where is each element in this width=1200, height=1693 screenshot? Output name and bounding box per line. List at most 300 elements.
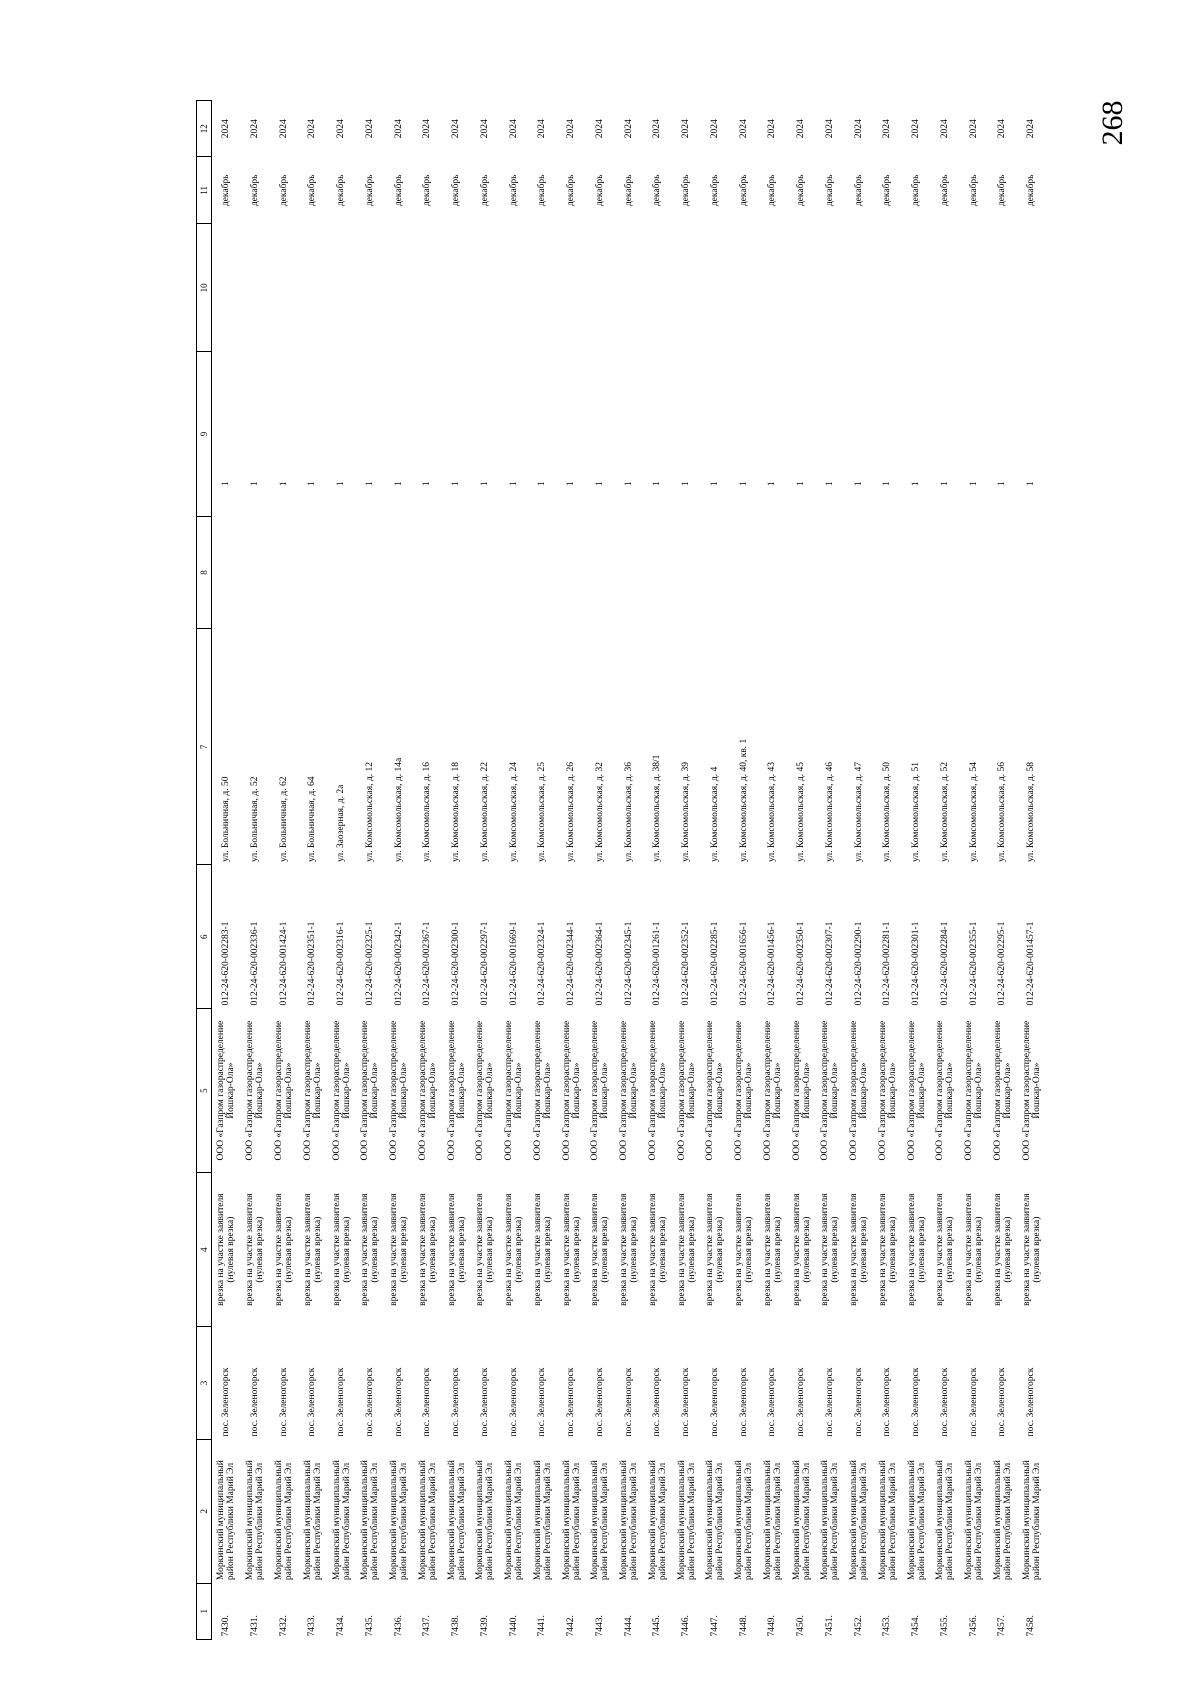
settlement-cell: пос. Зеленогорск <box>220 1367 231 1437</box>
registration-code-cell: 012-24-620-002355-1 <box>968 921 979 1006</box>
row-number-cell: 7438. <box>451 1615 462 1637</box>
address-cell: ул. Комсомольская, д. 47 <box>853 762 864 862</box>
month-cell: декабрь <box>824 174 835 207</box>
address-cell: ул. Комсомольская, д. 54 <box>968 762 979 862</box>
column-8-cell <box>816 516 845 629</box>
address-cell: ул. Комсомольская, д. 46 <box>824 762 835 862</box>
work-type-cell: врезка на участке заявителя (нулевая врезка) <box>762 1193 783 1306</box>
year-cell: 2024 <box>537 119 548 139</box>
settlement-cell: пос. Зеленогорск <box>278 1367 289 1437</box>
column-8-cell <box>270 516 299 629</box>
organization-cell: ООО «Газпром газораспределение Йошкар-Ола» <box>504 1020 525 1161</box>
year-cell: 2024 <box>422 119 433 139</box>
quantity-cell: 1 <box>911 481 922 487</box>
column-header: 4 <box>197 1173 212 1327</box>
year-cell: 2024 <box>479 119 490 139</box>
organization-cell: ООО «Газпром газораспределение Йошкар-Ола» <box>762 1020 783 1161</box>
year-cell: 2024 <box>623 119 634 139</box>
organization-cell: ООО «Газпром газораспределение Йошкар-Ола» <box>475 1020 496 1161</box>
quantity-cell: 1 <box>249 481 260 487</box>
settlement-cell: пос. Зеленогорск <box>364 1367 375 1437</box>
address-cell: ул. Комсомольская, д. 18 <box>451 762 462 862</box>
organization-cell: ООО «Газпром газораспределение Йошкар-Ола» <box>532 1020 553 1161</box>
table-row <box>816 101 845 1640</box>
work-type-cell: врезка на участке заявителя (нулевая врезка) <box>389 1193 410 1306</box>
work-type-cell: врезка на участке заявителя (нулевая врезка) <box>676 1193 697 1306</box>
year-cell: 2024 <box>939 119 950 139</box>
column-8-cell <box>672 516 701 629</box>
district-cell: Моркинский муниципальный район Республики Марий Эл <box>561 1460 582 1581</box>
quantity-cell: 1 <box>796 481 807 487</box>
address-cell: ул. Комсомольская, д. 51 <box>911 762 922 862</box>
quantity-cell: 1 <box>479 481 490 487</box>
row-number-cell: 7431. <box>249 1615 260 1637</box>
registration-code-cell: 012-24-620-001456-1 <box>767 921 778 1006</box>
column-8-cell <box>385 516 414 629</box>
settlement-cell: пос. Зеленогорск <box>249 1367 260 1437</box>
district-cell: Моркинский муниципальный район Республики Марий Эл <box>532 1460 553 1581</box>
registration-code-cell: 012-24-620-002344-1 <box>566 921 577 1006</box>
column-8-cell <box>758 516 787 629</box>
table-row <box>298 101 327 1640</box>
settlement-cell: пос. Зеленогорск <box>853 1367 864 1437</box>
month-cell: декабрь <box>278 174 289 207</box>
organization-cell: ООО «Газпром газораспределение Йошкар-Ола» <box>360 1020 381 1161</box>
quantity-cell: 1 <box>824 481 835 487</box>
quantity-cell: 1 <box>681 481 692 487</box>
month-cell: декабрь <box>336 174 347 207</box>
row-number-cell: 7458. <box>1026 1615 1037 1637</box>
column-10-cell <box>270 224 299 352</box>
organization-cell: ООО «Газпром газораспределение Йошкар-Ола» <box>906 1020 927 1161</box>
address-cell: ул. Комсомольская, д. 58 <box>1026 762 1037 862</box>
quantity-cell: 1 <box>508 481 519 487</box>
table-row <box>988 101 1017 1640</box>
organization-cell: ООО «Газпром газораспределение Йошкар-Ола» <box>935 1020 956 1161</box>
district-cell: Моркинский муниципальный район Республики Марий Эл <box>389 1460 410 1581</box>
address-cell: ул. Комсомольская, д. 24 <box>508 762 519 862</box>
registration-code-cell: 012-24-620-001457-1 <box>1026 921 1037 1006</box>
organization-cell: ООО «Газпром газораспределение Йошкар-Ола» <box>791 1020 812 1161</box>
organization-cell: ООО «Газпром газораспределение Йошкар-Ола» <box>820 1020 841 1161</box>
organization-cell: ООО «Газпром газораспределение Йошкар-Ола» <box>389 1020 410 1161</box>
column-10-cell <box>615 224 644 352</box>
column-10-cell <box>960 224 989 352</box>
row-number-cell: 7437. <box>422 1615 433 1637</box>
registration-code-cell: 012-24-620-002281-1 <box>882 921 893 1006</box>
column-header: 12 <box>197 101 212 158</box>
district-cell: Моркинский муниципальный район Республики Марий Эл <box>274 1460 295 1581</box>
month-cell: декабрь <box>796 174 807 207</box>
table-row <box>413 101 442 1640</box>
page-number <box>1088 88 1138 158</box>
registration-code-cell: 012-24-620-002290-1 <box>853 921 864 1006</box>
year-cell: 2024 <box>307 119 318 139</box>
row-number-cell: 7436. <box>393 1615 404 1637</box>
work-type-cell: врезка на участке заявителя (нулевая врезка) <box>475 1193 496 1306</box>
column-header: 3 <box>197 1327 212 1440</box>
quantity-cell: 1 <box>882 481 893 487</box>
quantity-cell: 1 <box>738 481 749 487</box>
district-cell: Моркинский муниципальный район Республики Марий Эл <box>302 1460 323 1581</box>
organization-cell: ООО «Газпром газораспределение Йошкар-Ола» <box>446 1020 467 1161</box>
work-type-cell: врезка на участке заявителя (нулевая врезка) <box>532 1193 553 1306</box>
table-row <box>385 101 414 1640</box>
quantity-cell: 1 <box>537 481 548 487</box>
column-10-cell <box>212 224 241 352</box>
year-cell: 2024 <box>796 119 807 139</box>
column-10-cell <box>241 224 270 352</box>
column-8-cell <box>442 516 471 629</box>
column-10-cell <box>845 224 874 352</box>
row-number-cell: 7450. <box>796 1615 807 1637</box>
work-type-cell: врезка на участке заявителя (нулевая врезка) <box>935 1193 956 1306</box>
organization-cell: ООО «Газпром газораспределение Йошкар-Ола» <box>245 1020 266 1161</box>
table-row <box>356 101 385 1640</box>
work-type-cell: врезка на участке заявителя (нулевая врезка) <box>906 1193 927 1306</box>
column-8-cell <box>557 516 586 629</box>
quantity-cell: 1 <box>336 481 347 487</box>
column-header: 8 <box>197 516 212 629</box>
registration-code-cell: 012-24-620-001656-1 <box>738 921 749 1006</box>
row-number-cell: 7435. <box>364 1615 375 1637</box>
organization-cell: ООО «Газпром газораспределение Йошкар-Ола» <box>619 1020 640 1161</box>
month-cell: декабрь <box>220 174 231 207</box>
settlement-cell: пос. Зеленогорск <box>422 1367 433 1437</box>
column-10-cell <box>442 224 471 352</box>
settlement-cell: пос. Зеленогорск <box>336 1367 347 1437</box>
year-cell: 2024 <box>278 119 289 139</box>
settlement-cell: пос. Зеленогорск <box>623 1367 634 1437</box>
column-10-cell <box>988 224 1017 352</box>
year-cell: 2024 <box>853 119 864 139</box>
settlement-cell: пос. Зеленогорск <box>968 1367 979 1437</box>
work-type-cell: врезка на участке заявителя (нулевая врезка) <box>216 1193 237 1306</box>
column-10-cell <box>327 224 356 352</box>
work-type-cell: врезка на участке заявителя (нулевая врезка) <box>331 1193 352 1306</box>
address-cell: ул. Комсомольская, д. 16 <box>422 762 433 862</box>
district-cell: Моркинский муниципальный район Республики Марий Эл <box>1021 1460 1042 1581</box>
organization-cell: ООО «Газпром газораспределение Йошкар-Ола» <box>705 1020 726 1161</box>
quantity-cell: 1 <box>364 481 375 487</box>
month-cell: декабрь <box>249 174 260 207</box>
row-number-cell: 7452. <box>853 1615 864 1637</box>
column-header: 1 <box>197 1583 212 1639</box>
organization-cell: ООО «Газпром газораспределение Йошкар-Ола» <box>274 1020 295 1161</box>
organization-cell: ООО «Газпром газораспределение Йошкар-Ола» <box>590 1020 611 1161</box>
column-8-cell <box>643 516 672 629</box>
registration-code-cell: 012-24-620-002325-1 <box>364 921 375 1006</box>
quantity-cell: 1 <box>393 481 404 487</box>
settlement-cell: пос. Зеленогорск <box>882 1367 893 1437</box>
registration-code-cell: 012-24-620-002316-1 <box>336 921 347 1006</box>
district-cell: Моркинский муниципальный район Республики Марий Эл <box>619 1460 640 1581</box>
district-cell: Моркинский муниципальный район Республики Марий Эл <box>849 1460 870 1581</box>
registration-code-cell: 012-24-620-001424-1 <box>278 921 289 1006</box>
quantity-cell: 1 <box>968 481 979 487</box>
quantity-cell: 1 <box>939 481 950 487</box>
organization-cell: ООО «Газпром газораспределение Йошкар-Ола» <box>331 1020 352 1161</box>
row-number-cell: 7446. <box>681 1615 692 1637</box>
district-cell: Моркинский муниципальный район Республики Марий Эл <box>734 1460 755 1581</box>
registration-code-cell: 012-24-620-002367-1 <box>422 921 433 1006</box>
column-10-cell <box>586 224 615 352</box>
year-cell: 2024 <box>566 119 577 139</box>
column-8-cell <box>413 516 442 629</box>
registration-code-cell: 012-24-620-002324-1 <box>537 921 548 1006</box>
month-cell: декабрь <box>1026 174 1037 207</box>
registration-code-cell: 012-24-620-002301-1 <box>911 921 922 1006</box>
column-10-cell <box>643 224 672 352</box>
district-cell: Моркинский муниципальный район Республики Марий Эл <box>504 1460 525 1581</box>
settlement-cell: пос. Зеленогорск <box>796 1367 807 1437</box>
column-8-cell <box>615 516 644 629</box>
address-cell: ул. Комсомольская, д. 43 <box>767 762 778 862</box>
registration-code-cell: 012-24-620-002283-1 <box>220 921 231 1006</box>
year-cell: 2024 <box>249 119 260 139</box>
district-cell: Моркинский муниципальный район Республики Марий Эл <box>877 1460 898 1581</box>
month-cell: декабрь <box>911 174 922 207</box>
district-cell: Моркинский муниципальный район Республики Марий Эл <box>964 1460 985 1581</box>
month-cell: декабрь <box>652 174 663 207</box>
column-10-cell <box>356 224 385 352</box>
settlement-cell: пос. Зеленогорск <box>681 1367 692 1437</box>
work-type-cell: врезка на участке заявителя (нулевая врезка) <box>1021 1193 1042 1306</box>
column-10-cell <box>413 224 442 352</box>
month-cell: декабрь <box>537 174 548 207</box>
address-cell: ул. Комсомольская, д. 26 <box>566 762 577 862</box>
table-row <box>873 101 902 1640</box>
row-number-cell: 7434. <box>336 1615 347 1637</box>
table-row <box>241 101 270 1640</box>
column-8-cell <box>701 516 730 629</box>
month-cell: декабрь <box>393 174 404 207</box>
column-8-cell <box>988 516 1017 629</box>
page-number-text: 268 <box>1096 100 1129 146</box>
district-cell: Моркинский муниципальный район Республики Марий Эл <box>417 1460 438 1581</box>
column-8-cell <box>586 516 615 629</box>
column-10-cell <box>902 224 931 352</box>
year-cell: 2024 <box>681 119 692 139</box>
year-cell: 2024 <box>882 119 893 139</box>
table-row <box>327 101 356 1640</box>
column-8-cell <box>528 516 557 629</box>
settlement-cell: пос. Зеленогорск <box>451 1367 462 1437</box>
column-10-cell <box>873 224 902 352</box>
header-row <box>197 101 212 1640</box>
registration-code-cell: 012-24-620-002364-1 <box>594 921 605 1006</box>
year-cell: 2024 <box>997 119 1008 139</box>
month-cell: декабрь <box>307 174 318 207</box>
address-cell: ул. Комсомольская, д. 36 <box>623 762 634 862</box>
quantity-cell: 1 <box>853 481 864 487</box>
row-number-cell: 7440. <box>508 1615 519 1637</box>
column-10-cell <box>471 224 500 352</box>
month-cell: декабрь <box>939 174 950 207</box>
settlement-cell: пос. Зеленогорск <box>594 1367 605 1437</box>
work-type-cell: врезка на участке заявителя (нулевая врезка) <box>964 1193 985 1306</box>
quantity-cell: 1 <box>709 481 720 487</box>
registration-code-cell: 012-24-620-002345-1 <box>623 921 634 1006</box>
year-cell: 2024 <box>594 119 605 139</box>
table-row <box>672 101 701 1640</box>
address-cell: ул. Больничная, д. 64 <box>307 776 318 862</box>
address-cell: ул. Комсомольская, д. 32 <box>594 762 605 862</box>
column-8-cell <box>730 516 759 629</box>
district-cell: Моркинский муниципальный район Республики Марий Эл <box>935 1460 956 1581</box>
row-number-cell: 7439. <box>479 1615 490 1637</box>
settlement-cell: пос. Зеленогорск <box>537 1367 548 1437</box>
column-10-cell <box>931 224 960 352</box>
work-type-cell: врезка на участке заявителя (нулевая врезка) <box>302 1193 323 1306</box>
year-cell: 2024 <box>968 119 979 139</box>
month-cell: декабрь <box>681 174 692 207</box>
work-type-cell: врезка на участке заявителя (нулевая врезка) <box>619 1193 640 1306</box>
organization-cell: ООО «Газпром газораспределение Йошкар-Ола» <box>647 1020 668 1161</box>
month-cell: декабрь <box>968 174 979 207</box>
column-8-cell <box>212 516 241 629</box>
quantity-cell: 1 <box>652 481 663 487</box>
table-row <box>902 101 931 1640</box>
settlement-cell: пос. Зеленогорск <box>767 1367 778 1437</box>
work-type-cell: врезка на участке заявителя (нулевая врезка) <box>590 1193 611 1306</box>
address-cell: ул. Комсомольская, д. 14а <box>393 757 404 862</box>
organization-cell: ООО «Газпром газораспределение Йошкар-Ола» <box>561 1020 582 1161</box>
year-cell: 2024 <box>508 119 519 139</box>
row-number-cell: 7455. <box>939 1615 950 1637</box>
table-row <box>615 101 644 1640</box>
district-cell: Моркинский муниципальный район Республики Марий Эл <box>762 1460 783 1581</box>
row-number-cell: 7441. <box>537 1615 548 1637</box>
settlement-cell: пос. Зеленогорск <box>939 1367 950 1437</box>
work-type-cell: врезка на участке заявителя (нулевая врезка) <box>992 1193 1013 1306</box>
district-cell: Моркинский муниципальный район Республики Марий Эл <box>446 1460 467 1581</box>
column-10-cell <box>1017 224 1046 352</box>
year-cell: 2024 <box>451 119 462 139</box>
organization-cell: ООО «Газпром газораспределение Йошкар-Ола» <box>417 1020 438 1161</box>
district-cell: Моркинский муниципальный район Республики Марий Эл <box>705 1460 726 1581</box>
month-cell: декабрь <box>594 174 605 207</box>
month-cell: декабрь <box>882 174 893 207</box>
address-cell: ул. Комсомольская, д. 50 <box>882 762 893 862</box>
register-table <box>196 100 1046 1640</box>
row-number-cell: 7442. <box>566 1615 577 1637</box>
column-header: 2 <box>197 1439 212 1583</box>
address-cell: ул. Заозерная, д. 2а <box>336 784 347 862</box>
row-number-cell: 7433. <box>307 1615 318 1637</box>
district-cell: Моркинский муниципальный район Республики Марий Эл <box>216 1460 237 1581</box>
organization-cell: ООО «Газпром газораспределение Йошкар-Ола» <box>992 1020 1013 1161</box>
table-row <box>643 101 672 1640</box>
quantity-cell: 1 <box>307 481 318 487</box>
year-cell: 2024 <box>824 119 835 139</box>
column-8-cell <box>845 516 874 629</box>
address-cell: ул. Комсомольская, д. 38/1 <box>652 754 663 862</box>
month-cell: декабрь <box>364 174 375 207</box>
registration-code-cell: 012-24-620-002336-1 <box>249 921 260 1006</box>
settlement-cell: пос. Зеленогорск <box>307 1367 318 1437</box>
district-cell: Моркинский муниципальный район Республики Марий Эл <box>245 1460 266 1581</box>
settlement-cell: пос. Зеленогорск <box>479 1367 490 1437</box>
address-cell: ул. Комсомольская, д. 22 <box>479 762 490 862</box>
table-row <box>500 101 529 1640</box>
month-cell: декабрь <box>451 174 462 207</box>
district-cell: Моркинский муниципальный район Республики Марий Эл <box>360 1460 381 1581</box>
column-8-cell <box>356 516 385 629</box>
quantity-cell: 1 <box>566 481 577 487</box>
month-cell: декабрь <box>479 174 490 207</box>
work-type-cell: врезка на участке заявителя (нулевая врезка) <box>417 1193 438 1306</box>
registration-code-cell: 012-24-620-002285-1 <box>709 921 720 1006</box>
work-type-cell: врезка на участке заявителя (нулевая врезка) <box>734 1193 755 1306</box>
table-row <box>528 101 557 1640</box>
district-cell: Моркинский муниципальный район Республики Марий Эл <box>676 1460 697 1581</box>
table-row <box>931 101 960 1640</box>
month-cell: декабрь <box>623 174 634 207</box>
year-cell: 2024 <box>652 119 663 139</box>
column-8-cell <box>327 516 356 629</box>
quantity-cell: 1 <box>1026 481 1037 487</box>
organization-cell: ООО «Газпром газораспределение Йошкар-Ола» <box>964 1020 985 1161</box>
quantity-cell: 1 <box>997 481 1008 487</box>
row-number-cell: 7445. <box>652 1615 663 1637</box>
document-page <box>196 100 1046 1640</box>
work-type-cell: врезка на участке заявителя (нулевая врезка) <box>705 1193 726 1306</box>
year-cell: 2024 <box>220 119 231 139</box>
row-number-cell: 7454. <box>911 1615 922 1637</box>
column-8-cell <box>787 516 816 629</box>
table-row <box>442 101 471 1640</box>
column-10-cell <box>816 224 845 352</box>
organization-cell: ООО «Газпром газораспределение Йошкар-Ола» <box>734 1020 755 1161</box>
settlement-cell: пос. Зеленогорск <box>566 1367 577 1437</box>
row-number-cell: 7448. <box>738 1615 749 1637</box>
settlement-cell: пос. Зеленогорск <box>997 1367 1008 1437</box>
work-type-cell: врезка на участке заявителя (нулевая врезка) <box>360 1193 381 1306</box>
address-cell: ул. Больничная, д. 50 <box>220 776 231 862</box>
row-number-cell: 7443. <box>594 1615 605 1637</box>
column-10-cell <box>500 224 529 352</box>
column-8-cell <box>931 516 960 629</box>
address-cell: ул. Комсомольская, д. 4 <box>709 766 720 862</box>
quantity-cell: 1 <box>451 481 462 487</box>
registration-code-cell: 012-24-620-002352-1 <box>681 921 692 1006</box>
column-10-cell <box>672 224 701 352</box>
year-cell: 2024 <box>336 119 347 139</box>
table-row <box>845 101 874 1640</box>
registration-code-cell: 012-24-620-002297-1 <box>479 921 490 1006</box>
column-header: 5 <box>197 1009 212 1173</box>
district-cell: Моркинский муниципальный район Республики Марий Эл <box>820 1460 841 1581</box>
table-row <box>701 101 730 1640</box>
table-row <box>1017 101 1046 1640</box>
district-cell: Моркинский муниципальный район Республики Марий Эл <box>647 1460 668 1581</box>
address-cell: ул. Больничная, д. 52 <box>249 776 260 862</box>
row-number-cell: 7432. <box>278 1615 289 1637</box>
registration-code-cell: 012-24-620-002351-1 <box>307 921 318 1006</box>
registration-code-cell: 012-24-620-002307-1 <box>824 921 835 1006</box>
address-cell: ул. Комсомольская, д. 40, кв. 1 <box>738 738 749 862</box>
column-10-cell <box>528 224 557 352</box>
table-row <box>586 101 615 1640</box>
table-row <box>758 101 787 1640</box>
column-10-cell <box>701 224 730 352</box>
organization-cell: ООО «Газпром газораспределение Йошкар-Ола» <box>1021 1020 1042 1161</box>
address-cell: ул. Комсомольская, д. 52 <box>939 762 950 862</box>
column-10-cell <box>385 224 414 352</box>
column-10-cell <box>758 224 787 352</box>
column-8-cell <box>902 516 931 629</box>
